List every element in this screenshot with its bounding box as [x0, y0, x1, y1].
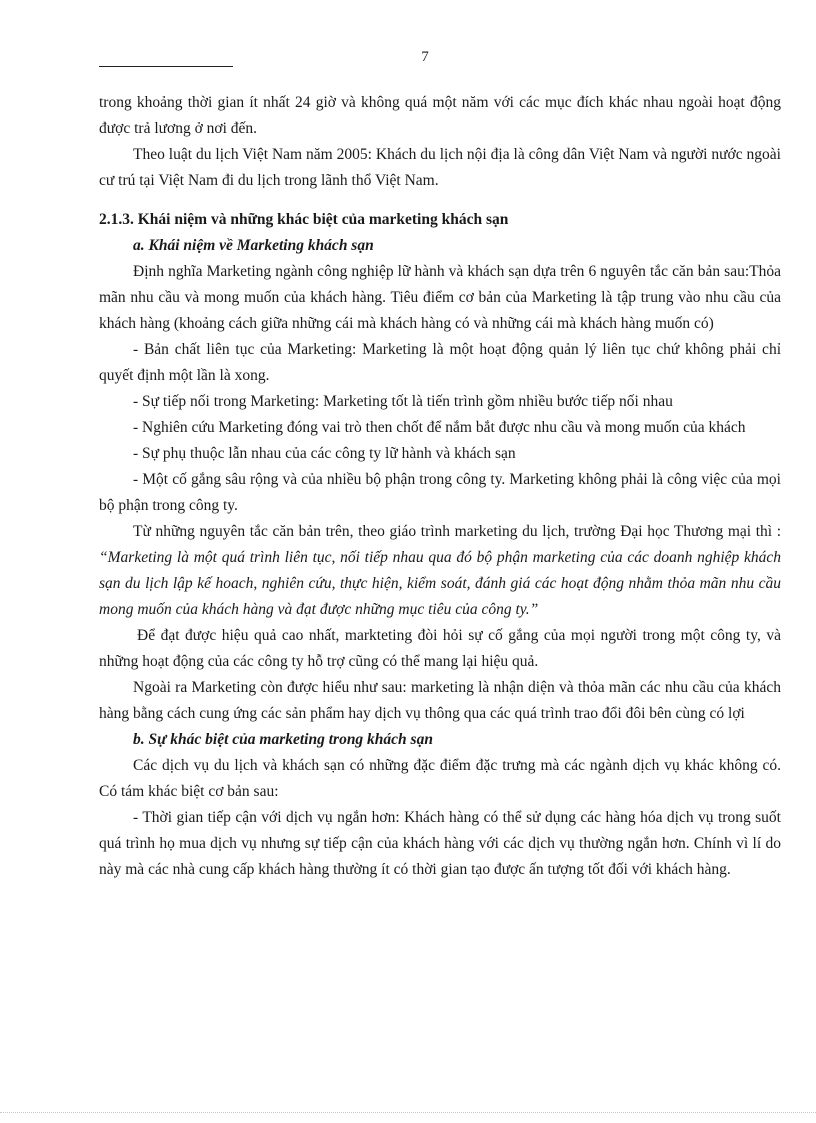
definition-lead: Từ những nguyên tắc căn bản trên, theo giáo trình marketing du lịch, trường Đại học Thương mại thì : [133, 523, 781, 540]
paragraph-differences-intro: Các dịch vụ du lịch và khách sạn có những đặc điểm đặc trưng mà các ngành dịch vụ khác không có. Có tám khác biệt cơ bản sau: [99, 757, 781, 800]
paragraph-continuation: trong khoảng thời gian ít nhất 24 giờ và không quá một năm với các mục đích khác nhau ngoài hoạt động được trả lương ở nơi đến. [99, 94, 781, 137]
subheading-b: b. Sự khác biệt của marketing trong khách sạn [133, 731, 433, 748]
paragraph-university-definition [99, 519, 781, 623]
bullet-continuity: - Sự tiếp nối trong Marketing: Marketing tốt là tiến trình gồm nhiều bước tiếp nối nhau [133, 393, 673, 410]
header-rule [99, 66, 233, 67]
page-number: 7 [421, 49, 429, 65]
subheading-a: a. Khái niệm về Marketing khách sạn [133, 237, 374, 254]
document-body [99, 90, 781, 883]
paragraph-tourism-law: Theo luật du lịch Việt Nam năm 2005: Khách du lịch nội địa là công dân Việt Nam và người nước ngoài cư trú tại Việt Nam đi du lịch trong lãnh thổ Việt Nam. [99, 146, 781, 189]
section-heading-2-1-3: 2.1.3. Khái niệm và những khác biệt của marketing khách sạn [99, 211, 509, 228]
paragraph-alternative-definition: Ngoài ra Marketing còn được hiểu như sau: marketing là nhận diện và thỏa mãn các nhu cầu của khách hàng bằng cách cung ứng các sản phẩm hay dịch vụ thông qua các quá trình trao đổi đôi bên cùng có lợi [99, 679, 781, 722]
bullet-effort: - Một cố gắng sâu rộng và của nhiều bộ phận trong công ty. Marketing không phải là công việc của mọi bộ phận trong công ty. [99, 471, 781, 514]
bullet-interdependence: - Sự phụ thuộc lẫn nhau của các công ty lữ hành và khách sạn [133, 445, 516, 462]
bullet-research: - Nghiên cứu Marketing đóng vai trò then chốt để nắm bắt được nhu cầu và mong muốn của khách [133, 419, 746, 436]
paragraph-effectiveness: Để đạt được hiệu quả cao nhất, markteting đòi hỏi sự cố gắng của mọi người trong một công ty, và những hoạt động của các công ty hỗ trợ cũng có thể mang lại hiệu quả. [99, 627, 781, 670]
bullet-shorter-exposure: - Thời gian tiếp cận với dịch vụ ngắn hơn: Khách hàng có thể sử dụng các hàng hóa dịch vụ trong suốt quá trình họ mua dịch vụ nhưng sự tiếp cận của khách hàng với các dịch vụ thường ngắn hơn. Chính vì lí do này mà các nhà cung cấp khách hàng thường ít có thời gian tạo được ấn tượng tốt đối với khách hàng. [99, 809, 781, 878]
page-bottom-border [0, 1112, 816, 1113]
definition-quote: “Marketing là một quá trình liên tục, nối tiếp nhau qua đó bộ phận marketing của các doanh nghiệp khách sạn du lịch lập kế hoach, nghiên cứu, thực hiện, kiểm soát, đánh giá các hoạt động nhằm thỏa mãn nhu cầu mong muốn của khách hàng và đạt được những mục tiêu của công ty.” [99, 549, 781, 618]
bullet-continuous-nature: - Bản chất liên tục của Marketing: Marketing là một hoạt động quản lý liên tục chứ không phải chỉ quyết định một lần là xong. [99, 341, 781, 384]
paragraph-marketing-definition: Định nghĩa Marketing ngành công nghiệp lữ hành và khách sạn dựa trên 6 nguyên tắc căn bản sau:Thỏa mãn nhu cầu và mong muốn của khách hàng. Tiêu điểm cơ bản của Marketing là tập trung vào nhu cầu của khách hàng (khoảng cách giữa những cái mà khách hàng có và những cái mà khách hàng muốn có) [99, 263, 781, 332]
